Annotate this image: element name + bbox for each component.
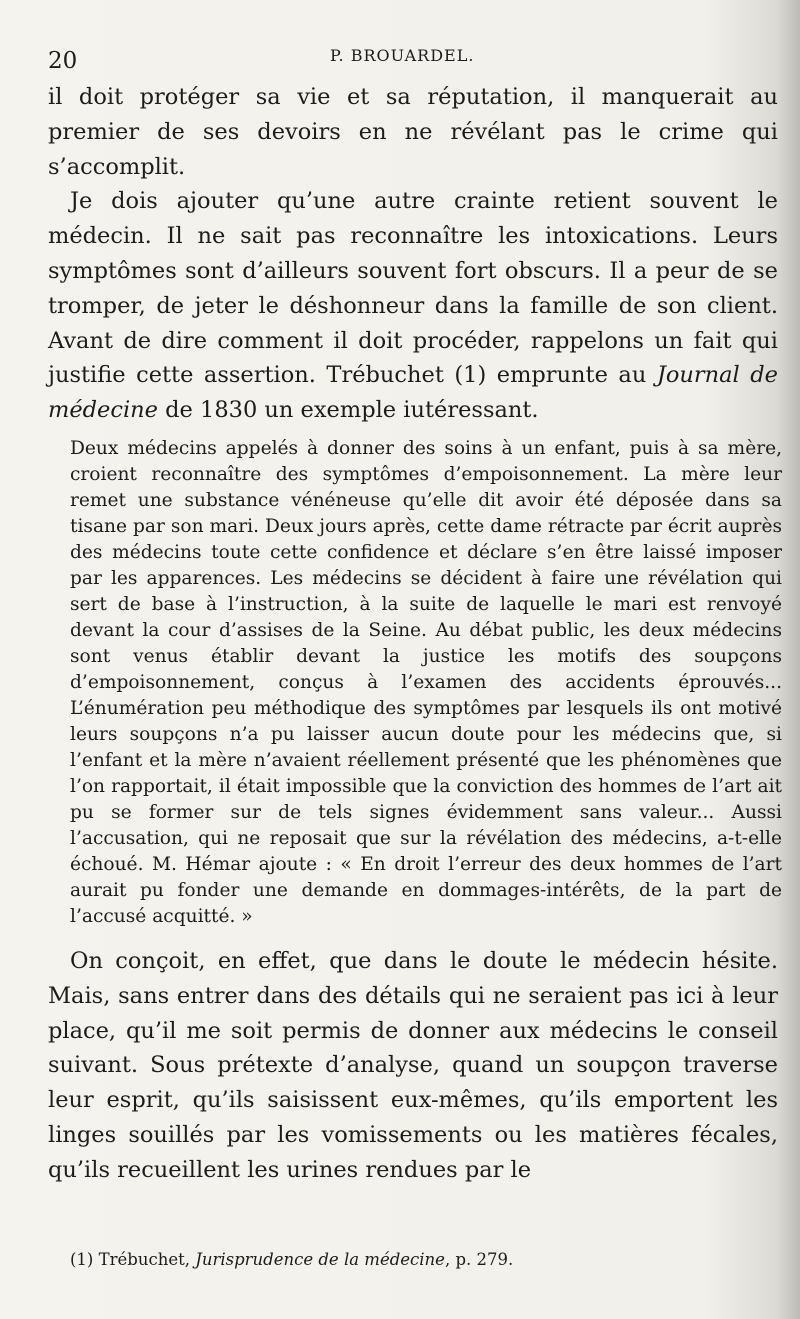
paragraph-intoxication — [48, 184, 778, 428]
page-number: 20 — [48, 48, 78, 74]
paragraph-advice: On conçoit, en effet, que dans le doute le médecin hésite. Mais, sans entrer dans des détails qui ne seraient pas ici à leur place, qu’il me soit permis de donner aux médecins le conseil suivant. Sous prétexte d’analyse, quand un soupçon traverse leur esprit, qu’ils saisissent eux-mêmes, qu’ils emportent les linges souillés par les vomissements ou les matières fécales, qu’ils recueillent les urines rendues par le — [48, 947, 778, 1183]
main-text — [48, 80, 778, 428]
footnote-title: Jurisprudence de la médecine — [195, 1250, 445, 1269]
footnote-prefix: (1) Trébuchet, — [70, 1250, 196, 1269]
main-text-continued — [48, 944, 778, 1188]
running-head: P. BROUARDEL. — [330, 46, 475, 65]
paragraph-continuation: il doit protéger sa vie et sa réputation, il manquerait au premier de ses devoirs en ne révélant pas le crime qui s’accomplit. — [48, 84, 778, 180]
paragraph-text-end: de 1830 un exemple iutéressant. — [157, 397, 539, 424]
paragraph-text: Je dois ajouter qu’une autre crainte retient souvent le médecin. Il ne sait pas reconnaître les intoxications. Leurs symptômes sont d’ailleurs souvent fort obscurs. Il a peur de se tromper, de jeter le déshonneur dans la famille de son client. Avant de dire comment il doit procéder, rappelons un fait qui justifie cette assertion. Trébuchet (1) emprunte au — [48, 188, 778, 389]
journal-title: Journal de médecine — [48, 362, 778, 424]
page-header — [48, 40, 778, 80]
footnote — [70, 1250, 513, 1269]
footnote-suffix: , p. 279. — [444, 1250, 514, 1269]
quote-text: Deux médecins appelés à donner des soins à un enfant, puis à sa mère, croient reconnaître des symptômes d’empoisonnement. La mère leur remet une substance vénéneuse qu’elle dit avoir été déposée dans sa tisane par son mari. Deux jours après, cette dame rétracte par écrit auprès des médecins toute cette confidence et déclare s’en être laissé imposer par les apparences. Les médecins se décident à faire une révélation qui sert de base à l’instruction, à la suite de laquelle le mari est renvoyé devant la cour d’assises de la Seine. Au débat public, les deux médecins sont venus établir devant la justice les motifs des soupçons d’empoisonnement, conçus à l’examen des accidents éprouvés... L’énumération peu méthodique des symptômes par lesquels ils ont motivé leurs soupçons n’a pu laisser aucun doute pour les médecins que, si l’enfant et la mère n’avaient réellement présenté que les phénomènes que l’on rapportait, il était impossible que la conviction des hommes de l’art ait pu se former sur de tels signes évidemment sans valeur... Aussi l’accusation, qui ne reposait que sur la révélation des médecins, a-t-elle échoué. M. Hémar ajoute : « En droit l’erreur des deux hommes de l’art aurait pu fonder une demande en dommages-intérêts, de la part de l’accusé acquitté. » — [70, 437, 782, 927]
block-quote — [70, 436, 782, 930]
